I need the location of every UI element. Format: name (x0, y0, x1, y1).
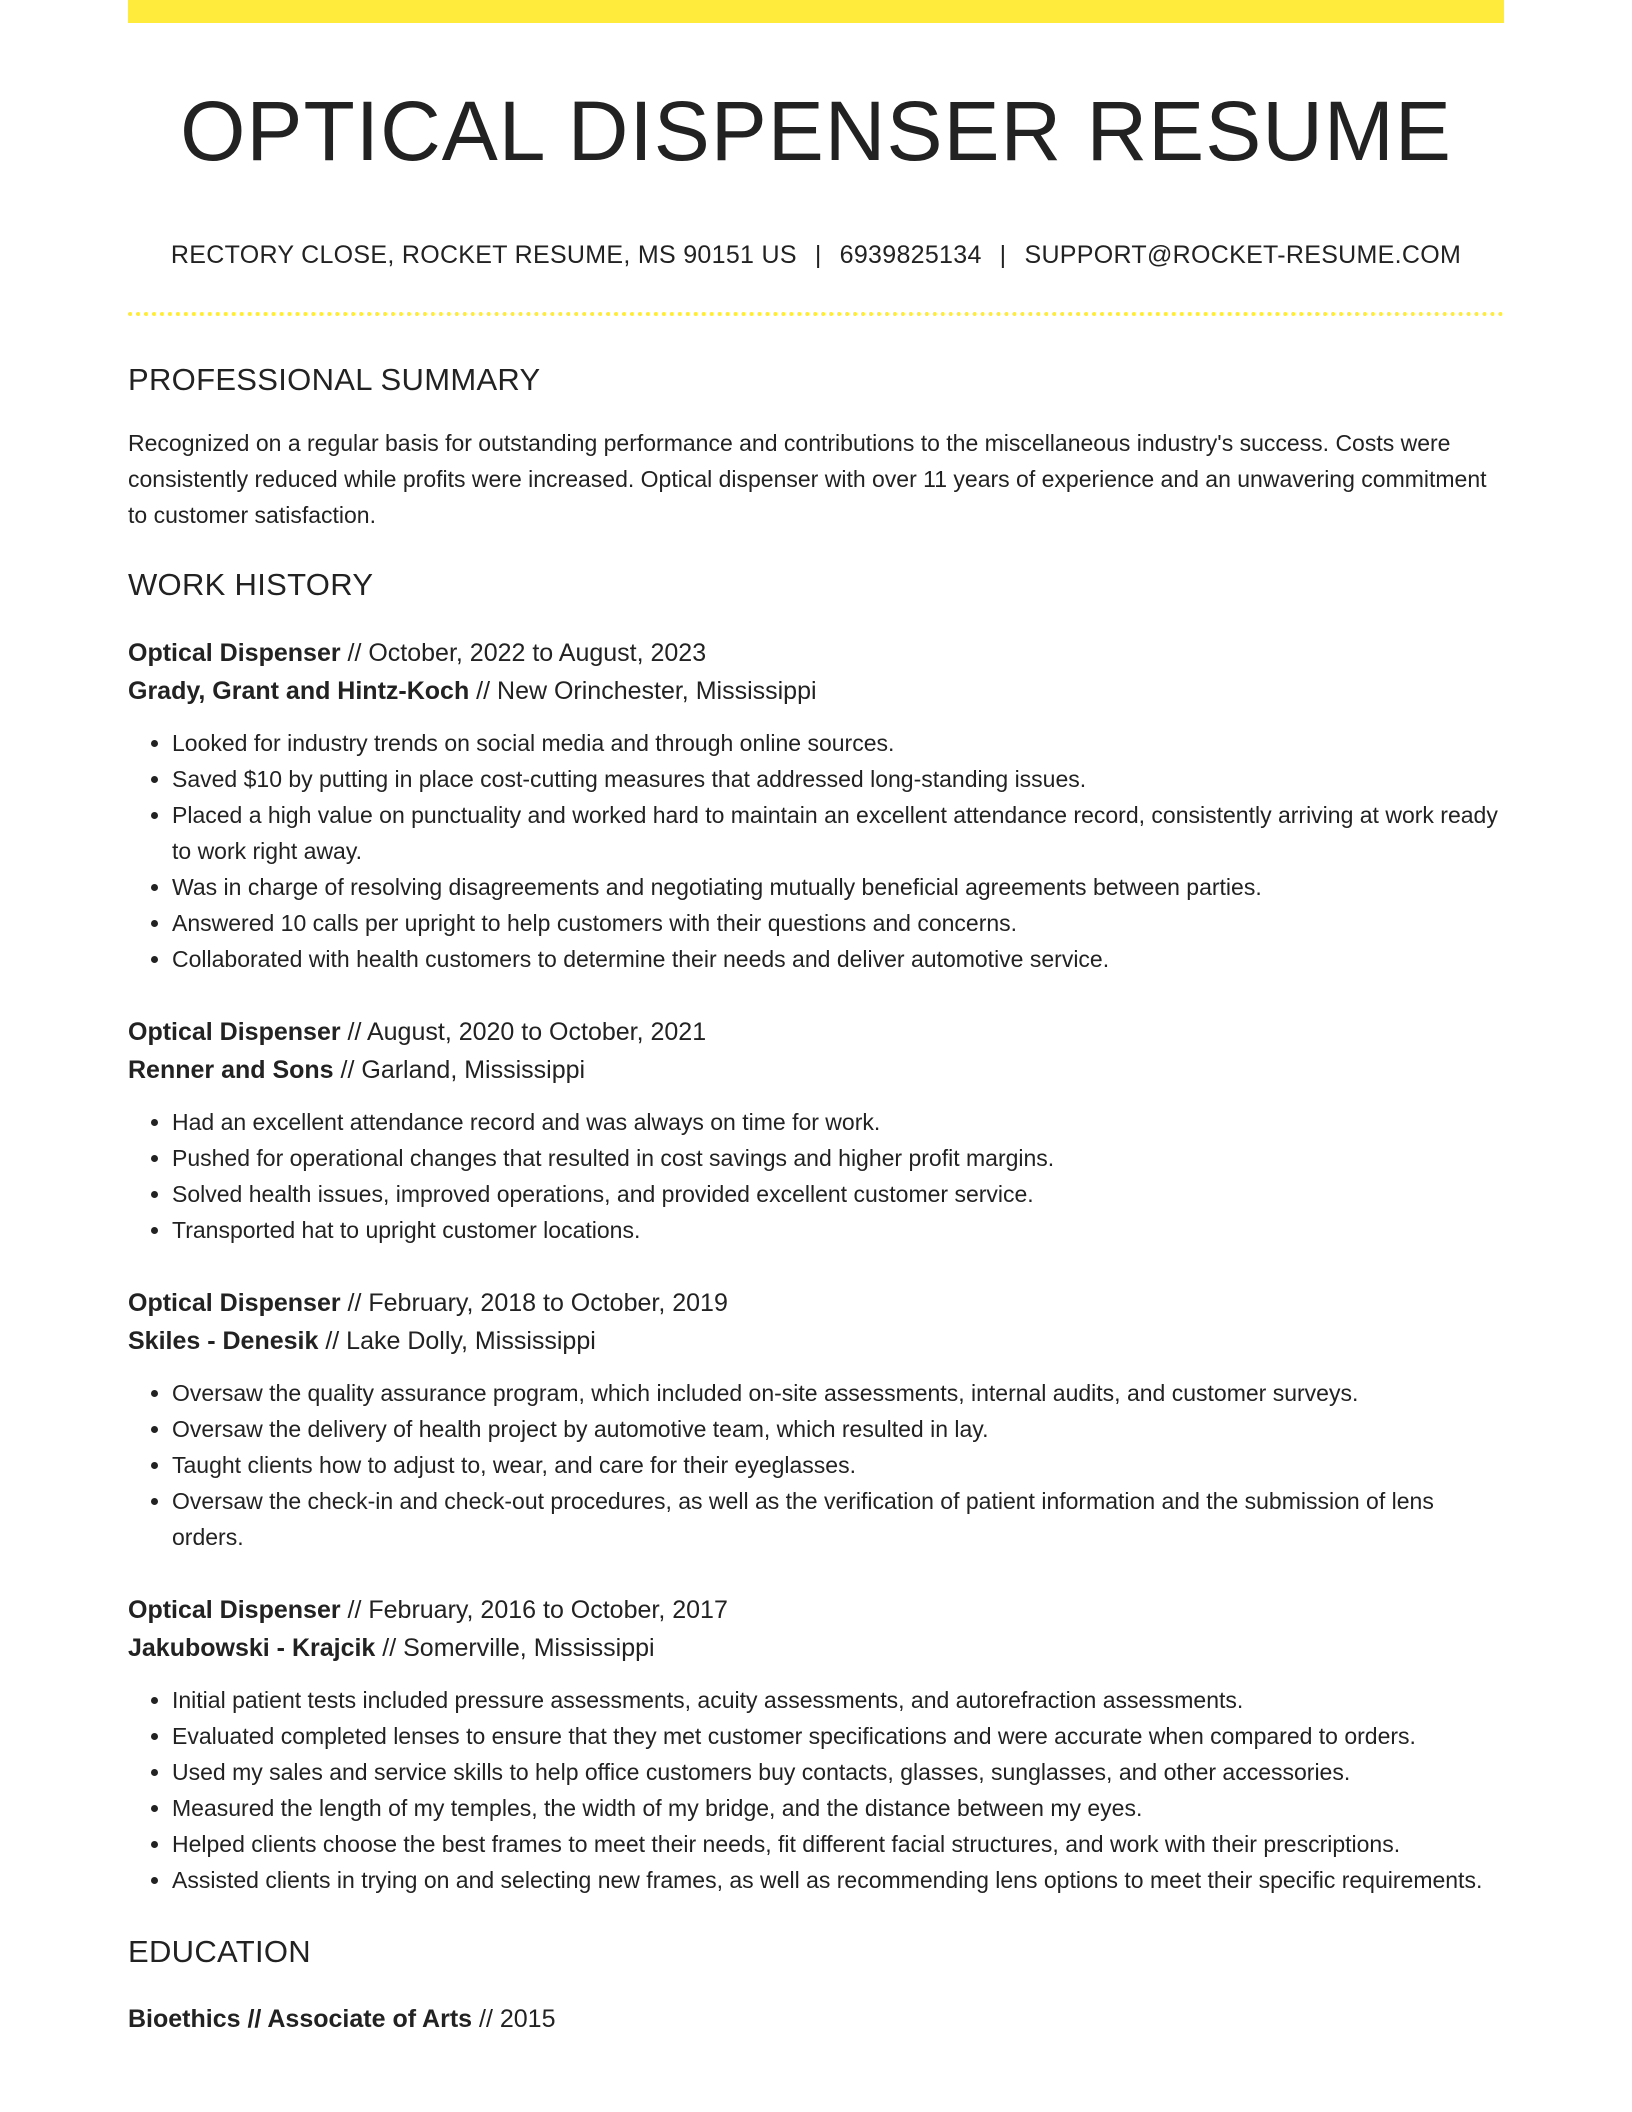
job-dates: // February, 2016 to October, 2017 (340, 1596, 728, 1625)
contact-line (128, 241, 1504, 270)
education-heading: EDUCATION (128, 1934, 311, 1970)
dotted-divider (128, 312, 1504, 316)
job-company-line (128, 1629, 1504, 1667)
job-title-line (128, 1013, 1504, 1051)
job-bullet: • Initial patient tests included pressure assessments, acuity assessments, and autorefraction assessments. (172, 1682, 1504, 1718)
job-bullet: • Assisted clients in trying on and selecting new frames, as well as recommending lens options to meet their specific requirements. (172, 1862, 1504, 1898)
contact-separator: | (814, 241, 822, 270)
job-bullet: • Evaluated completed lenses to ensure that they met customer specifications and were accurate when compared to orders. (172, 1718, 1504, 1754)
job-title: Optical Dispenser (128, 1018, 341, 1047)
job-company: Grady, Grant and Hintz-Koch (128, 677, 470, 706)
resume-page (128, 0, 1504, 2038)
job-location: // Somerville, Mississippi (375, 1634, 655, 1663)
job-entry (128, 1013, 1504, 1248)
job-bullet: • Taught clients how to adjust to, wear, and care for their eyeglasses. (172, 1447, 1504, 1483)
job-company: Jakubowski - Krajcik (128, 1634, 376, 1663)
job-location: // Lake Dolly, Mississippi (318, 1327, 596, 1356)
job-bullets (128, 1682, 1504, 1898)
job-bullet: • Measured the length of my temples, the width of my bridge, and the distance between my eyes. (172, 1790, 1504, 1826)
job-dates: // February, 2018 to October, 2019 (340, 1289, 728, 1318)
job-location: // New Orinchester, Mississippi (469, 677, 817, 706)
job-bullet: • Oversaw the delivery of health project by automotive team, which resulted in lay. (172, 1411, 1504, 1447)
job-title-line (128, 634, 1504, 672)
contact-address: RECTORY CLOSE, ROCKET RESUME, MS 90151 US (170, 241, 797, 270)
job-dates: // October, 2022 to August, 2023 (340, 639, 707, 668)
summary-text: Recognized on a regular basis for outstanding performance and contributions to the miscellaneous industry's success. Costs were consistently reduced while profits were increased. Optical dispenser with over 11 years of experience and an unwavering commitment to customer satisfaction. (128, 430, 1487, 529)
job-title: Optical Dispenser (128, 1596, 341, 1625)
contact-phone: 6939825134 (839, 241, 982, 270)
job-company: Skiles - Denesik (128, 1327, 319, 1356)
education-entry (128, 2000, 1504, 2038)
accent-bar (128, 0, 1504, 23)
job-title-line (128, 1591, 1504, 1629)
job-company-line (128, 1322, 1504, 1360)
job-bullet: • Helped clients choose the best frames to meet their needs, fit different facial structures, and work with their prescriptions. (172, 1826, 1504, 1862)
job-bullet: • Oversaw the check-in and check-out procedures, as well as the verification of patient information and the submission of lens orders. (172, 1483, 1504, 1555)
job-bullet: • Was in charge of resolving disagreements and negotiating mutually beneficial agreements between parties. (172, 869, 1504, 905)
job-bullet: • Used my sales and service skills to help office customers buy contacts, glasses, sunglasses, and other accessories. (172, 1754, 1504, 1790)
job-bullet: • Answered 10 calls per upright to help customers with their questions and concerns. (172, 905, 1504, 941)
job-company-line (128, 672, 1504, 710)
job-entry (128, 634, 1504, 977)
job-bullet: • Looked for industry trends on social media and through online sources. (172, 725, 1504, 761)
summary-heading: PROFESSIONAL SUMMARY (128, 362, 541, 398)
job-bullets (128, 725, 1504, 977)
job-title-line (128, 1284, 1504, 1322)
job-bullet: • Transported hat to upright customer locations. (172, 1212, 1504, 1248)
job-bullets (128, 1375, 1504, 1555)
job-company: Renner and Sons (128, 1056, 334, 1085)
resume-title: OPTICAL DISPENSER RESUME (180, 84, 1452, 178)
work-history-heading: WORK HISTORY (128, 567, 374, 603)
job-bullets (128, 1104, 1504, 1248)
job-bullet: • Oversaw the quality assurance program, which included on-site assessments, internal audits, and customer surveys. (172, 1375, 1504, 1411)
job-entry (128, 1284, 1504, 1555)
education-year: // 2015 (472, 2005, 556, 2034)
job-title: Optical Dispenser (128, 1289, 341, 1318)
job-entry (128, 1591, 1504, 1898)
job-bullet: • Pushed for operational changes that resulted in cost savings and higher profit margins. (172, 1140, 1504, 1176)
job-bullet: • Saved $10 by putting in place cost-cutting measures that addressed long-standing issues. (172, 761, 1504, 797)
job-bullet: • Had an excellent attendance record and was always on time for work. (172, 1104, 1504, 1140)
job-dates: // August, 2020 to October, 2021 (340, 1018, 707, 1047)
job-bullet: • Placed a high value on punctuality and worked hard to maintain an excellent attendance record, consistently arriving at work ready to work right away. (172, 797, 1504, 869)
job-bullet: • Collaborated with health customers to determine their needs and deliver automotive service. (172, 941, 1504, 977)
job-bullet: • Solved health issues, improved operations, and provided excellent customer service. (172, 1176, 1504, 1212)
education-degree: Bioethics // Associate of Arts (128, 2005, 473, 2034)
job-company-line (128, 1051, 1504, 1089)
contact-email: SUPPORT@ROCKET-RESUME.COM (1024, 241, 1462, 270)
job-location: // Garland, Mississippi (333, 1056, 586, 1085)
job-title: Optical Dispenser (128, 639, 341, 668)
contact-separator: | (999, 241, 1007, 270)
